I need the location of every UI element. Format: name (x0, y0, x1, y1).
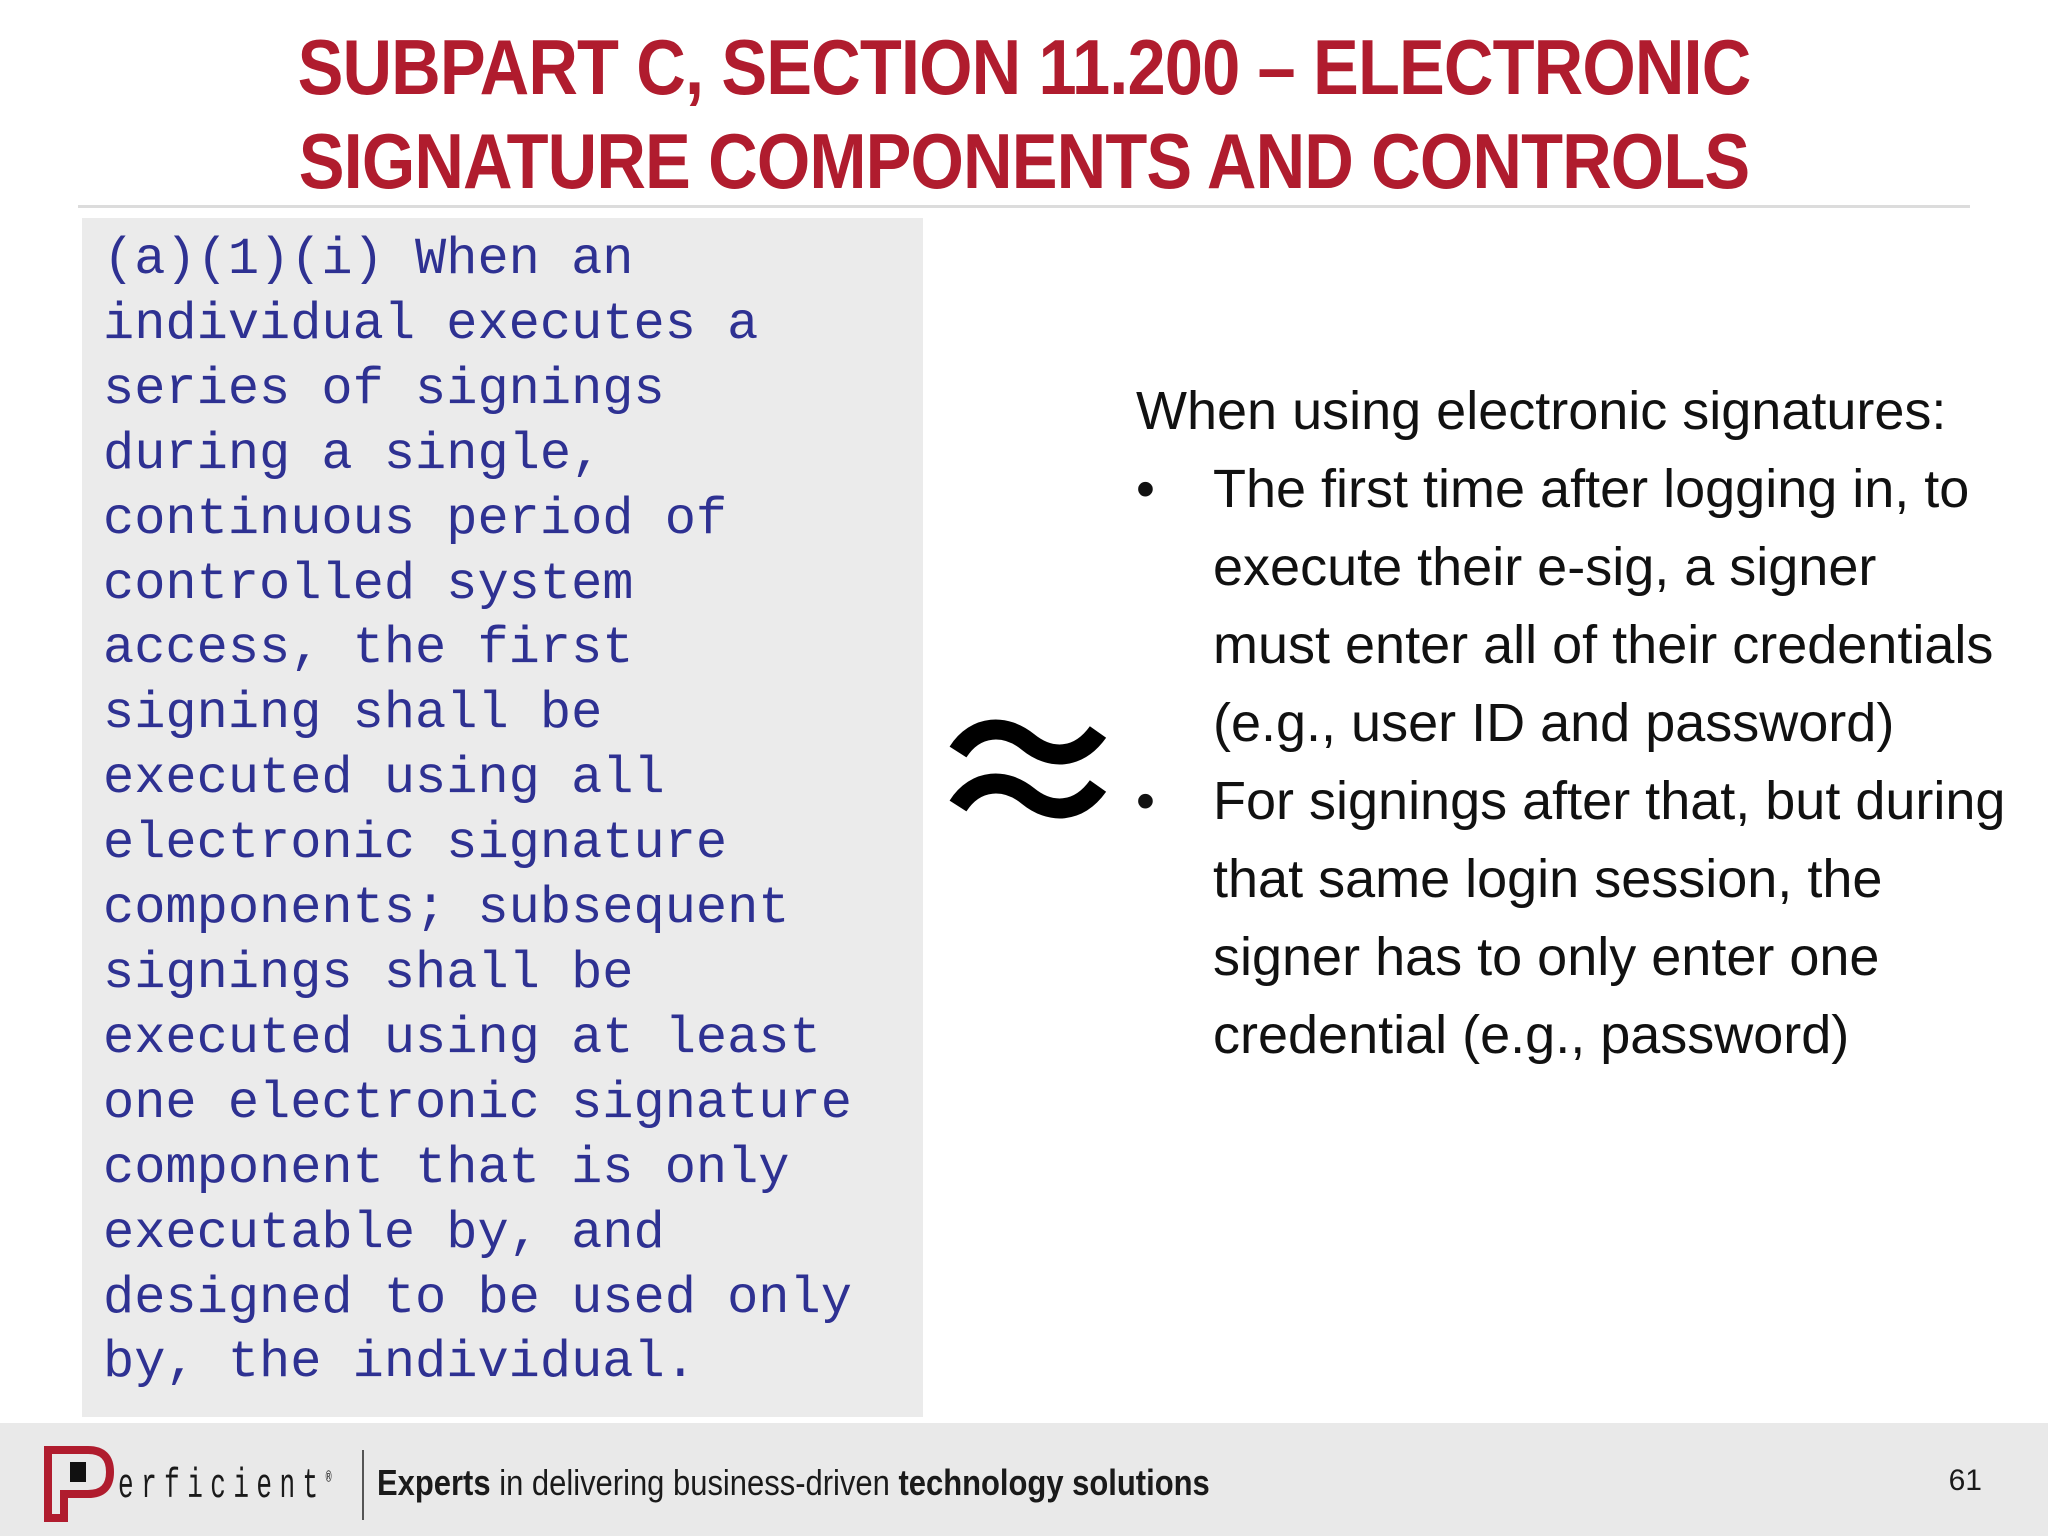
summary-heading: When using electronic signatures: (1136, 381, 1947, 441)
summary-bullet-item (1136, 450, 2006, 762)
summary-bullet-item (1136, 762, 2006, 1074)
summary-bullet-text: For signings after that, but during that same login session, the signer has to only enter one credential (e.g., password) (1213, 771, 2006, 1065)
page-number: 61 (1948, 1464, 1982, 1497)
slide-title-line-2: SIGNATURE COMPONENTS AND CONTROLS (298, 117, 1750, 205)
summary-panel (1136, 372, 2006, 1074)
slide-title-line-1: SUBPART C, SECTION 11.200 – ELECTRONIC (297, 23, 1751, 111)
footer-divider (362, 1450, 364, 1520)
footer-tagline (377, 1462, 1210, 1504)
tagline-middle: in delivering business-driven (490, 1462, 899, 1503)
title-divider (78, 205, 1970, 208)
bullet-icon: • (1136, 771, 1155, 831)
perficient-logo-wordmark: erficient® (118, 1462, 332, 1510)
summary-bullet-list (1136, 450, 2006, 1074)
regulation-text: (a)(1)(i) When an individual executes a series of signings during a single, continuous period of controlled system access, the first signing shall be executed using all electronic signature components; subsequent signings shall be executed using at least one electronic signature component that is only executable by, and designed to be used only by, the individual. (103, 230, 852, 1393)
bullet-icon: • (1136, 459, 1155, 519)
registered-mark: ® (325, 1469, 332, 1487)
tagline-experts: Experts (377, 1462, 491, 1503)
perficient-logo-mark-icon (44, 1446, 114, 1522)
summary-bullet-text: The first time after logging in, to execute their e-sig, a signer must enter all of their credentials (e.g., user ID and password) (1213, 459, 1994, 753)
slide-title (193, 20, 1854, 208)
perficient-logo (44, 1440, 364, 1522)
approximately-equal-icon (948, 700, 1108, 830)
tagline-technology-solutions: technology solutions (898, 1462, 1210, 1503)
